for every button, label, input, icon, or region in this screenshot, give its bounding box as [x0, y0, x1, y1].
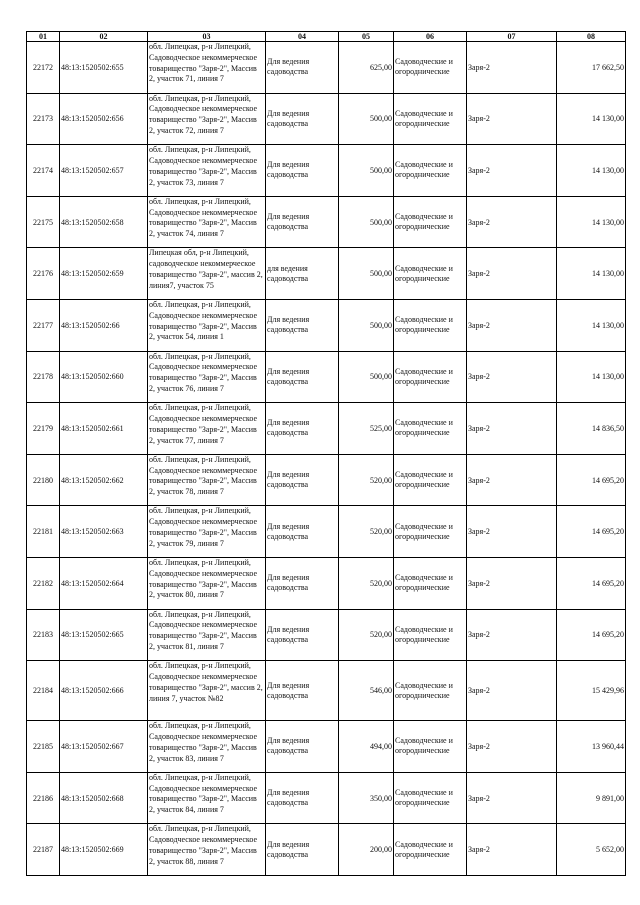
area-cell: 500,00 — [339, 248, 394, 300]
table-row — [27, 609, 626, 661]
table-row — [27, 42, 626, 94]
cadastral-number-cell: 48:13:1520502:66 — [60, 299, 148, 351]
cadastral-value-cell: 14 130,00 — [557, 351, 626, 403]
land-category-cell: Садоводческие и огороднические — [394, 454, 467, 506]
settlement-name-cell: Заря-2 — [467, 721, 557, 773]
cadastral-number-cell: 48:13:1520502:666 — [60, 661, 148, 721]
table-row — [27, 299, 626, 351]
address-text: обл. Липецкая, р-н Липецкий, Садоводческое некоммерческое товарищество "Заря-2", Массив 2, участок 72, линия 7 — [149, 93, 258, 135]
row-id-cell: 22172 — [27, 42, 60, 94]
address-text: обл. Липецкая, р-н Липецкий, Садоводческое некоммерческое товарищество "Заря-2", Массив 2, участок 76, линия 7 — [149, 351, 258, 393]
land-category-cell: Садоводческие и огороднические — [394, 824, 467, 876]
permitted-use-cell: Для ведения садоводства — [266, 42, 339, 94]
land-category-cell: Садоводческие и огороднические — [394, 609, 467, 661]
cadastral-value-cell: 14 130,00 — [557, 196, 626, 248]
column-header: 08 — [557, 32, 626, 42]
address-cell — [148, 42, 266, 94]
address-cell — [148, 454, 266, 506]
area-cell: 520,00 — [339, 506, 394, 558]
address-text: Липецкая обл, р-н Липецкий, садоводческое некоммерческое товарищество "Заря-2", массив 2, линия7, участок 75 — [149, 248, 263, 290]
table-row — [27, 824, 626, 876]
permitted-use-cell: Для ведения садоводства — [266, 506, 339, 558]
row-id-cell: 22187 — [27, 824, 60, 876]
address-text: обл. Липецкая, р-н Липецкий, Садоводческое некоммерческое товарищество "Заря-2", Массив 2, участок 81, линия 7 — [149, 609, 258, 651]
cadastral-number-cell: 48:13:1520502:661 — [60, 403, 148, 455]
column-header: 06 — [394, 32, 467, 42]
settlement-name-cell: Заря-2 — [467, 661, 557, 721]
cadastral-value-cell: 14 695,20 — [557, 609, 626, 661]
area-cell: 520,00 — [339, 609, 394, 661]
address-cell — [148, 299, 266, 351]
address-text: обл. Липецкая, р-н Липецкий, Садоводческое некоммерческое товарищество "Заря-2", Массив 2, участок 79, линия 7 — [149, 506, 258, 548]
address-text: обл. Липецкая, р-н Липецкий, Садоводческое некоммерческое товарищество "Заря-2", Массив 2, участок 77, линия 7 — [149, 403, 258, 445]
settlement-name-cell: Заря-2 — [467, 42, 557, 94]
address-cell — [148, 403, 266, 455]
address-cell — [148, 248, 266, 300]
cadastral-number-cell: 48:13:1520502:667 — [60, 721, 148, 773]
cadastral-value-cell: 14 695,20 — [557, 557, 626, 609]
table-row — [27, 93, 626, 145]
row-id-cell: 22175 — [27, 196, 60, 248]
column-header: 04 — [266, 32, 339, 42]
row-id-cell: 22185 — [27, 721, 60, 773]
row-id-cell: 22182 — [27, 557, 60, 609]
row-id-cell: 22177 — [27, 299, 60, 351]
settlement-name-cell: Заря-2 — [467, 248, 557, 300]
land-category-cell: Садоводческие и огороднические — [394, 557, 467, 609]
table-row — [27, 721, 626, 773]
cadastral-number-cell: 48:13:1520502:656 — [60, 93, 148, 145]
cadastral-number-cell: 48:13:1520502:657 — [60, 145, 148, 197]
address-cell — [148, 506, 266, 558]
cadastral-value-cell: 17 662,50 — [557, 42, 626, 94]
settlement-name-cell: Заря-2 — [467, 351, 557, 403]
permitted-use-cell: Для ведения садоводства — [266, 299, 339, 351]
row-id-cell: 22173 — [27, 93, 60, 145]
row-id-cell: 22174 — [27, 145, 60, 197]
address-cell — [148, 661, 266, 721]
column-header: 05 — [339, 32, 394, 42]
permitted-use-cell: Для ведения садоводства — [266, 609, 339, 661]
row-id-cell: 22181 — [27, 506, 60, 558]
land-category-cell: Садоводческие и огороднические — [394, 403, 467, 455]
cadastral-value-cell: 14 130,00 — [557, 93, 626, 145]
cadastral-value-cell: 14 130,00 — [557, 248, 626, 300]
permitted-use-cell: Для ведения садоводства — [266, 772, 339, 824]
settlement-name-cell: Заря-2 — [467, 196, 557, 248]
cadastral-number-cell: 48:13:1520502:665 — [60, 609, 148, 661]
cadastral-value-cell: 5 652,00 — [557, 824, 626, 876]
table-row — [27, 454, 626, 506]
area-cell: 200,00 — [339, 824, 394, 876]
address-cell — [148, 609, 266, 661]
table-header-row — [27, 32, 626, 42]
address-cell — [148, 196, 266, 248]
permitted-use-cell: для ведения садоводства — [266, 248, 339, 300]
land-category-cell: Садоводческие и огороднические — [394, 145, 467, 197]
row-id-cell: 22176 — [27, 248, 60, 300]
permitted-use-cell: Для ведения садоводства — [266, 403, 339, 455]
cadastral-number-cell: 48:13:1520502:663 — [60, 506, 148, 558]
settlement-name-cell: Заря-2 — [467, 609, 557, 661]
area-cell: 525,00 — [339, 403, 394, 455]
permitted-use-cell: Для ведения садоводства — [266, 93, 339, 145]
address-text: обл. Липецкая, р-н Липецкий, Садоводческое некоммерческое товарищество "Заря-2", массив 2, линия 7, участок №82 — [149, 661, 263, 703]
cadastral-value-cell: 14 695,20 — [557, 506, 626, 558]
cadastral-value-cell: 14 130,00 — [557, 299, 626, 351]
cadastral-value-cell: 14 836,50 — [557, 403, 626, 455]
cadastral-value-cell: 13 960,44 — [557, 721, 626, 773]
address-cell — [148, 721, 266, 773]
address-cell — [148, 145, 266, 197]
area-cell: 500,00 — [339, 196, 394, 248]
permitted-use-cell: Для ведения садоводства — [266, 196, 339, 248]
row-id-cell: 22180 — [27, 454, 60, 506]
address-cell — [148, 557, 266, 609]
column-header: 07 — [467, 32, 557, 42]
area-cell: 520,00 — [339, 454, 394, 506]
table-row — [27, 506, 626, 558]
address-cell — [148, 351, 266, 403]
cadastral-value-cell: 14 695,20 — [557, 454, 626, 506]
table-row — [27, 403, 626, 455]
cadastral-number-cell: 48:13:1520502:655 — [60, 42, 148, 94]
settlement-name-cell: Заря-2 — [467, 299, 557, 351]
land-category-cell: Садоводческие и огороднические — [394, 196, 467, 248]
settlement-name-cell: Заря-2 — [467, 824, 557, 876]
table-row — [27, 661, 626, 721]
area-cell: 494,00 — [339, 721, 394, 773]
address-cell — [148, 93, 266, 145]
table-row — [27, 248, 626, 300]
address-cell — [148, 772, 266, 824]
table-row — [27, 557, 626, 609]
cadastral-number-cell: 48:13:1520502:659 — [60, 248, 148, 300]
land-plots-table — [26, 31, 626, 876]
area-cell: 625,00 — [339, 42, 394, 94]
permitted-use-cell: Для ведения садоводства — [266, 824, 339, 876]
address-text: обл. Липецкая, р-н Липецкий, Садоводческое некоммерческое товарищество "Заря-2", Массив 2, участок 71, линия 7 — [149, 42, 258, 84]
area-cell: 500,00 — [339, 299, 394, 351]
address-cell — [148, 824, 266, 876]
address-text: обл. Липецкая, р-н Липецкий, Садоводческое некоммерческое товарищество "Заря-2", Массив 2, участок 83, линия 7 — [149, 721, 258, 763]
cadastral-value-cell: 14 130,00 — [557, 145, 626, 197]
document-page — [26, 31, 626, 876]
table-row — [27, 772, 626, 824]
cadastral-number-cell: 48:13:1520502:669 — [60, 824, 148, 876]
row-id-cell: 22184 — [27, 661, 60, 721]
permitted-use-cell: Для ведения садоводства — [266, 661, 339, 721]
column-header: 01 — [27, 32, 60, 42]
settlement-name-cell: Заря-2 — [467, 557, 557, 609]
land-category-cell: Садоводческие и огороднические — [394, 248, 467, 300]
land-category-cell: Садоводческие и огороднические — [394, 721, 467, 773]
row-id-cell: 22179 — [27, 403, 60, 455]
cadastral-number-cell: 48:13:1520502:664 — [60, 557, 148, 609]
table-row — [27, 145, 626, 197]
area-cell: 520,00 — [339, 557, 394, 609]
area-cell: 350,00 — [339, 772, 394, 824]
permitted-use-cell: Для ведения садоводства — [266, 721, 339, 773]
land-category-cell: Садоводческие и огороднические — [394, 299, 467, 351]
address-text: обл. Липецкая, р-н Липецкий, Садоводческое некоммерческое товарищество "Заря-2", Массив 2, участок 78, линия 7 — [149, 454, 258, 497]
settlement-name-cell: Заря-2 — [467, 145, 557, 197]
cadastral-value-cell: 9 891,00 — [557, 772, 626, 824]
settlement-name-cell: Заря-2 — [467, 506, 557, 558]
land-category-cell: Садоводческие и огороднические — [394, 93, 467, 145]
row-id-cell: 22178 — [27, 351, 60, 403]
cadastral-number-cell: 48:13:1520502:660 — [60, 351, 148, 403]
address-text: обл. Липецкая, р-н Липецкий, Садоводческое некоммерческое товарищество "Заря-2", Массив 2, участок 54, линия 1 — [149, 299, 258, 342]
table-row — [27, 351, 626, 403]
land-category-cell: Садоводческие и огороднические — [394, 506, 467, 558]
cadastral-value-cell: 15 429,96 — [557, 661, 626, 721]
land-category-cell: Садоводческие и огороднические — [394, 661, 467, 721]
address-text: обл. Липецкая, р-н Липецкий, Садоводческое некоммерческое товарищество "Заря-2", Массив 2, участок 80, линия 7 — [149, 557, 258, 600]
address-text: обл. Липецкая, р-н Липецкий, Садоводческое некоммерческое товарищество "Заря-2", Массив 2, участок 74, линия 7 — [149, 196, 258, 239]
settlement-name-cell: Заря-2 — [467, 93, 557, 145]
permitted-use-cell: Для ведения садоводства — [266, 557, 339, 609]
settlement-name-cell: Заря-2 — [467, 403, 557, 455]
permitted-use-cell: Для ведения садоводства — [266, 145, 339, 197]
column-header: 03 — [148, 32, 266, 42]
land-category-cell: Садоводческие и огороднические — [394, 772, 467, 824]
settlement-name-cell: Заря-2 — [467, 772, 557, 824]
area-cell: 500,00 — [339, 145, 394, 197]
row-id-cell: 22183 — [27, 609, 60, 661]
permitted-use-cell: Для ведения садоводства — [266, 351, 339, 403]
area-cell: 500,00 — [339, 351, 394, 403]
land-category-cell: Садоводческие и огороднические — [394, 351, 467, 403]
row-id-cell: 22186 — [27, 772, 60, 824]
column-header: 02 — [60, 32, 148, 42]
address-text: обл. Липецкая, р-н Липецкий, Садоводческое некоммерческое товарищество "Заря-2", Массив 2, участок 73, линия 7 — [149, 145, 258, 187]
permitted-use-cell: Для ведения садоводства — [266, 454, 339, 506]
table-row — [27, 196, 626, 248]
address-text: обл. Липецкая, р-н Липецкий, Садоводческое некоммерческое товарищество "Заря-2", Массив 2, участок 84, линия 7 — [149, 772, 258, 815]
area-cell: 500,00 — [339, 93, 394, 145]
area-cell: 546,00 — [339, 661, 394, 721]
cadastral-number-cell: 48:13:1520502:668 — [60, 772, 148, 824]
cadastral-number-cell: 48:13:1520502:662 — [60, 454, 148, 506]
address-text: обл. Липецкая, р-н Липецкий, Садоводческое некоммерческое товарищество "Заря-2", Массив 2, участок 88, линия 7 — [149, 824, 258, 866]
land-category-cell: Садоводческие и огороднические — [394, 42, 467, 94]
cadastral-number-cell: 48:13:1520502:658 — [60, 196, 148, 248]
settlement-name-cell: Заря-2 — [467, 454, 557, 506]
